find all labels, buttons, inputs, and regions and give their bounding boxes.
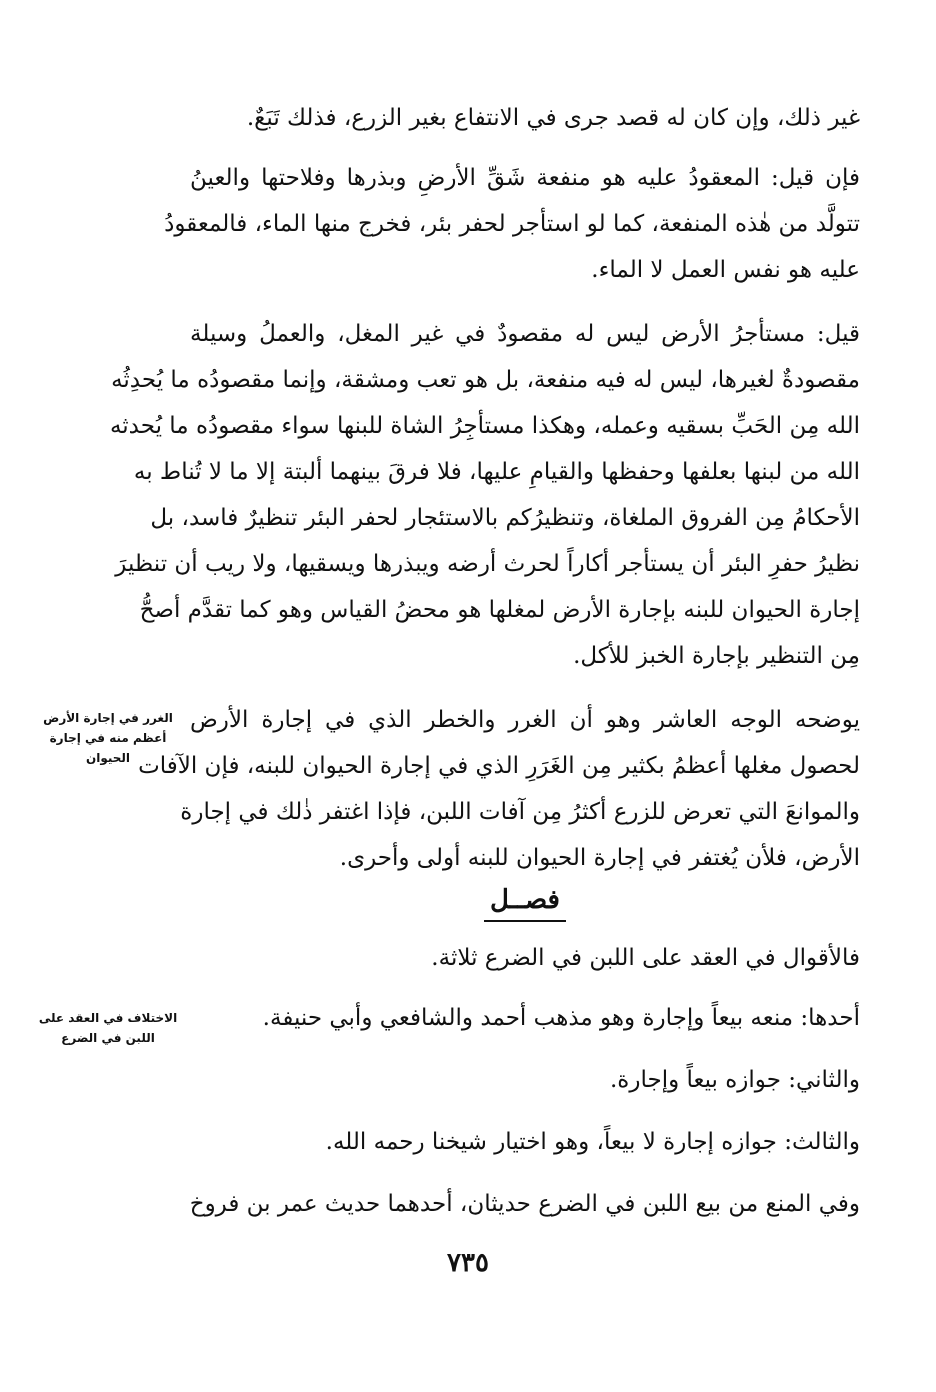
text-line: والموانعَ التي تعرض للزرع أكثرُ مِن آفات اللبن، فإذا اغتفر ذٰلك في إجارة [180, 799, 860, 825]
text-line: نظيرُ حفرِ البئر أن يستأجر أكاراً لحرث أرضه ويبذرها ويسقيها، ولا ريب أن تنظيرَ [115, 551, 860, 577]
text-line: غير ذلك، وإن كان له قصد جرى في الانتفاع بغير الزرع، فذلك تَبَعٌ. [246, 105, 860, 131]
text-line: قيل: مستأجرُ الأرض ليس له مقصودٌ في غير المغل، والعملُ وسيلة [190, 321, 860, 347]
text-line: فالأقوال في العقد على اللبن في الضرع ثلاثة. [431, 945, 860, 971]
text-line: عليه هو نفس العمل لا الماء. [591, 257, 860, 283]
section-heading [190, 880, 860, 922]
text-line: فإن قيل: المعقودُ عليه هو منفعة شَقِّ الأرضِ وبذرها وفلاحتها والعينُ [190, 165, 860, 191]
margin-note: الغرر في إجارة الأرض أعظم منه في إجارة الحيوان [43, 711, 173, 765]
text-line: الله مِن الحَبِّ بسقيه وعمله، وهكذا مستأجِرُ الشاة للبنها سواء مقصودُه ما يُحدثه [109, 413, 860, 439]
text-line: الأرض، فلأن يُغتفر في إجارة الحيوان للبنه أولى وأحرى. [339, 845, 860, 871]
section-heading-text: فصــل [484, 880, 566, 922]
text-line: مقصودةٌ لغيرها، ليس له فيه منفعة، بل هو تعب ومشقة، وإنما مقصودُه ما يُحدِثُه [111, 367, 860, 393]
page-number: ٧٣٥ [447, 1248, 489, 1278]
margin-note: الاختلاف في العقد على اللبن في الضرع [38, 1011, 178, 1045]
text-line: تتولَّد من هٰذه المنفعة، كما لو استأجر لحفر بئر، فخرج منها الماء، فالمعقودُ [164, 211, 860, 237]
text-line: الأحكامُ مِن الفروق الملغاة، وتنظيرُكم بالاستئجار لحفر البئر تنظيرٌ فاسد، بل [150, 505, 860, 531]
text-line: وفي المنع من بيع اللبن في الضرع حديثان، أحدهما حديث عمر بن فروخ [189, 1191, 860, 1217]
text-line: أحدها: منعه بيعاً وإجارة وهو مذهب أحمد والشافعي وأبي حنيفة. [262, 1005, 860, 1031]
text-line: يوضحه الوجه العاشر وهو أن الغرر والخطر الذي في إجارة الأرض [190, 707, 860, 733]
text-line: الله من لبنها بعلفها وحفظها والقيامِ عليها، فلا فرقَ بينهما ألبتة إلا ما لا تُناط به [133, 459, 860, 485]
text-line: لحصول مغلها أعظمُ بكثير مِن الغَرَرِ الذي في إجارة الحيوان للبنه، فإن الآفات [138, 753, 860, 779]
text-line: والثالث: جوازه إجارة لا بيعاً، وهو اختيار شيخنا رحمه الله. [325, 1129, 860, 1155]
text-line: إجارة الحيوان للبنه بإجارة الأرض لمغلها هو محضُ القياس وهو كما تقدَّم أصحُّ [139, 597, 860, 623]
text-line: مِن التنظير بإجارة الخبز للأكل. [573, 643, 860, 669]
text-line: والثاني: جوازه بيعاً وإجارة. [610, 1067, 860, 1093]
